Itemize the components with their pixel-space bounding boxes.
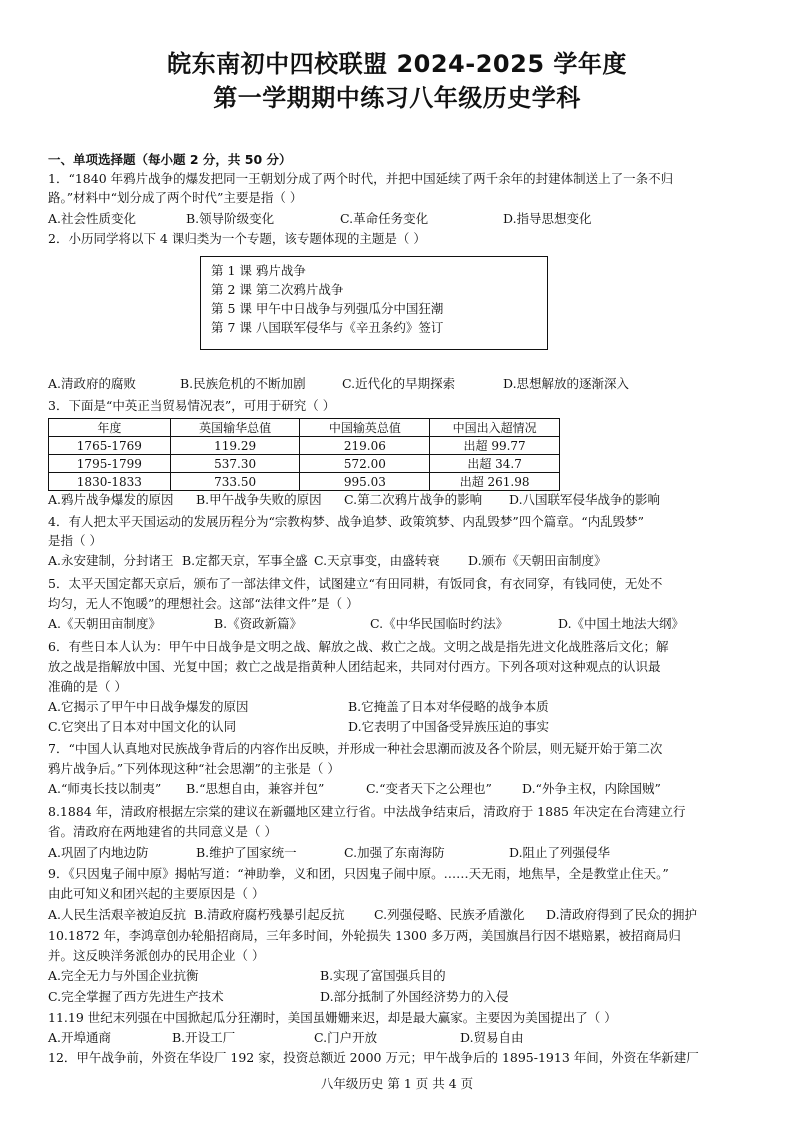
q7-option-d[interactable]: D.“外争主权，内除国贼” (522, 781, 661, 796)
q7-stem-line2: 鸦片战争后。”下列体现这种“社会思潮”的主张是（ ） (48, 761, 340, 776)
q6-option-a[interactable]: A.它揭示了甲午中日战争爆发的原因 (48, 699, 249, 714)
page-footer: 八年级历史 第 1 页 共 4 页 (320, 1076, 474, 1091)
q2-stem: 2．小历同学将以下 4 课归类为一个专题，该专题体现的主题是（ ） (48, 231, 426, 246)
table-row (49, 473, 560, 491)
exam-title-line2: 第一学期期中练习八年级历史学科 (213, 84, 581, 112)
q8-option-c[interactable]: C.加强了东南海防 (344, 845, 445, 860)
q3-options (48, 490, 758, 510)
table-cell: 出超 99.77 (430, 437, 560, 455)
q4-options (48, 551, 758, 571)
q5-option-b[interactable]: B.《资政新篇》 (214, 616, 303, 631)
q11-stem: 11.19 世纪末列强在中国掀起瓜分狂潮时，美国虽姗姗来迟，却是最大赢家。主要因为美国提出了（ ） (48, 1010, 617, 1025)
table-cell: 119.29 (170, 437, 300, 455)
trade-table (48, 418, 560, 491)
q6-stem-line2: 放之战是指解放中国、光复中国；救亡之战是指黄种人团结起来，共同对付西方。下列各项对这种观点的认识最 (48, 659, 661, 674)
q9-option-b[interactable]: B.清政府腐朽残暴引起反抗 (194, 907, 345, 922)
table-header-cell: 年度 (49, 419, 171, 437)
q6-stem-line3: 准确的是（ ） (48, 679, 127, 694)
q9-options (48, 905, 758, 925)
section-heading: 一、单项选择题（每小题 2 分，共 50 分） (48, 152, 292, 167)
q1-stem-line1: 1．“1840 年鸦片战争的爆发把同一王朝划分成了两个时代，并把中国延续了两千余年的封建体制送上了一条不归 (48, 171, 674, 186)
q8-option-d[interactable]: D.阻止了列强侵华 (509, 845, 611, 860)
q8-stem-line2: 省。清政府在两地建省的共同意义是（ ） (48, 824, 277, 839)
table-cell: 995.03 (300, 473, 430, 491)
q4-option-c[interactable]: C.天京事变，由盛转衰 (314, 553, 440, 568)
table-cell: 733.50 (170, 473, 300, 491)
q6-options-row1 (48, 697, 758, 717)
q2-lesson-4: 第 7 课 八国联军侵华与《辛丑条约》签订 (211, 320, 444, 335)
exam-title-line1: 皖东南初中四校联盟 2024-2025 学年度 (167, 50, 627, 78)
q8-options (48, 843, 758, 863)
q10-options-row2 (48, 987, 758, 1007)
q1-stem-line2: 路。”材料中“划分成了两个时代”主要是指（ ） (48, 190, 303, 205)
q4-stem-line2: 是指（ ） (48, 533, 102, 548)
table-header-cell: 中国输英总值 (300, 419, 430, 437)
q1-option-a[interactable]: A.社会性质变化 (48, 211, 137, 226)
q4-option-d[interactable]: D.颁布《天朝田亩制度》 (468, 553, 607, 568)
q7-option-b[interactable]: B.“思想自由，兼容并包” (186, 781, 325, 796)
q5-option-a[interactable]: A.《天朝田亩制度》 (48, 616, 162, 631)
q5-stem-line2: 均匀，无人不饱暖”的理想社会。这部“法律文件”是（ ） (48, 596, 359, 611)
q11-options (48, 1028, 758, 1048)
q9-stem-line1: 9．《只因鬼子闹中原》揭帖写道：“神助拳，义和团，只因鬼子闹中原。……天无雨，地焦旱，全是教堂止住天。” (48, 866, 669, 881)
q1-option-d[interactable]: D.指导思想变化 (503, 211, 592, 226)
q1-options (48, 209, 758, 229)
q3-option-c[interactable]: C.第二次鸦片战争的影响 (344, 492, 483, 507)
q9-option-a[interactable]: A.人民生活艰辛被迫反抗 (48, 907, 187, 922)
q2-option-c[interactable]: C.近代化的早期探索 (342, 376, 456, 391)
q2-lesson-3: 第 5 课 甲午中日战争与列强瓜分中国狂潮 (211, 301, 444, 316)
q1-option-c[interactable]: C.革命任务变化 (340, 211, 429, 226)
q7-stem-line1: 7．“中国人认真地对民族战争背后的内容作出反映，并形成一种社会思潮而波及各个阶层，则无疑开始于第二次 (48, 741, 663, 756)
table-row (49, 455, 560, 473)
q2-lesson-box (200, 256, 548, 350)
q5-option-d[interactable]: D.《中国土地法大纲》 (558, 616, 685, 631)
table-cell: 1830-1833 (49, 473, 171, 491)
q5-option-c[interactable]: C.《中华民国临时约法》 (370, 616, 509, 631)
q2-lesson-1: 第 1 课 鸦片战争 (211, 263, 306, 278)
table-cell: 537.30 (170, 455, 300, 473)
q6-option-b[interactable]: B.它掩盖了日本对华侵略的战争本质 (348, 699, 549, 714)
q2-option-d[interactable]: D.思想解放的逐渐深入 (503, 376, 630, 391)
q11-option-a[interactable]: A.开埠通商 (48, 1030, 112, 1045)
table-cell: 219.06 (300, 437, 430, 455)
q10-options-row1 (48, 966, 758, 986)
q6-option-d[interactable]: D.它表明了中国备受异族压迫的事实 (348, 719, 550, 734)
q7-option-a[interactable]: A.“师夷长技以制夷” (48, 781, 162, 796)
q4-stem-line1: 4．有人把太平天国运动的发展历程分为“宗教构梦、战争追梦、政策筑梦、内乱毁梦”四个篇章。“内乱毁梦” (48, 514, 645, 529)
q2-lesson-2: 第 2 课 第二次鸦片战争 (211, 282, 344, 297)
q10-option-d[interactable]: D.部分抵制了外国经济势力的入侵 (320, 989, 509, 1004)
q2-option-a[interactable]: A.清政府的腐败 (48, 376, 137, 391)
table-row (49, 437, 560, 455)
q8-option-b[interactable]: B.维护了国家统一 (196, 845, 297, 860)
q10-stem-line1: 10.1872 年，李鸿章创办轮船招商局，三年多时间，外轮损失 1300 多万两，美国旗昌行因不堪赔累，被招商局归 (48, 928, 681, 943)
q4-option-a[interactable]: A.永安建制，分封诸王 (48, 553, 174, 568)
q10-stem-line2: 并。这反映洋务派创办的民用企业（ ） (48, 948, 265, 963)
q2-options (48, 374, 758, 394)
q3-option-b[interactable]: B.甲午战争失败的原因 (196, 492, 322, 507)
table-cell: 572.00 (300, 455, 430, 473)
table-cell: 出超 261.98 (430, 473, 560, 491)
trade-table-header-row (49, 419, 560, 437)
table-cell: 出超 34.7 (430, 455, 560, 473)
q3-option-a[interactable]: A.鸦片战争爆发的原因 (48, 492, 174, 507)
q12-stem-line1: 12．甲午战争前，外资在华设厂 192 家，投资总额近 2000 万元；甲午战争后的 1895-1913 年间，外资在华新建厂 (48, 1050, 699, 1065)
q6-options-row2 (48, 717, 758, 737)
q8-option-a[interactable]: A.巩固了内地边防 (48, 845, 149, 860)
q11-option-b[interactable]: B.开设工厂 (172, 1030, 236, 1045)
q3-option-d[interactable]: D.八国联军侵华战争的影响 (509, 492, 661, 507)
q10-option-b[interactable]: B.实现了富国强兵目的 (320, 968, 446, 983)
q1-option-b[interactable]: B.领导阶级变化 (186, 211, 275, 226)
q3-stem: 3．下面是“中英正当贸易情况表”，可用于研究（ ） (48, 398, 336, 413)
q11-option-d[interactable]: D.贸易自由 (460, 1030, 524, 1045)
table-cell: 1795-1799 (49, 455, 171, 473)
q5-stem-line1: 5．太平天国定都天京后，颁布了一部法律文件，试图建立“有田同耕，有饭同食，有衣同穿，有钱同使，无处不 (48, 576, 663, 591)
table-cell: 1765-1769 (49, 437, 171, 455)
q10-option-c[interactable]: C.完全掌握了西方先进生产技术 (48, 989, 224, 1004)
q6-stem-line1: 6．有些日本人认为：甲午中日战争是文明之战、解放之战、救亡之战。文明之战是指先进文化战胜落后文化；解 (48, 639, 669, 654)
q10-option-a[interactable]: A.完全无力与外国企业抗衡 (48, 968, 199, 983)
q7-option-c[interactable]: C.“变者天下之公理也” (366, 781, 492, 796)
table-header-cell: 英国输华总值 (170, 419, 300, 437)
q8-stem-line1: 8.1884 年，清政府根据左宗棠的建议在新疆地区建立行省。中法战争结束后，清政府于 1885 年决定在台湾建立行 (48, 804, 686, 819)
q9-option-d[interactable]: D.清政府得到了民众的拥护 (546, 907, 698, 922)
q11-option-c[interactable]: C.门户开放 (314, 1030, 378, 1045)
q7-options (48, 779, 758, 799)
table-header-cell: 中国出入超情况 (430, 419, 560, 437)
q2-option-b[interactable]: B.民族危机的不断加剧 (180, 376, 306, 391)
q9-stem-line2: 由此可知义和团兴起的主要原因是（ ） (48, 886, 265, 901)
q5-options (48, 614, 758, 634)
q6-option-c[interactable]: C.它突出了日本对中国文化的认同 (48, 719, 237, 734)
q9-option-c[interactable]: C.列强侵略、民族矛盾激化 (374, 907, 525, 922)
q4-option-b[interactable]: B.定都天京，军事全盛 (182, 553, 308, 568)
